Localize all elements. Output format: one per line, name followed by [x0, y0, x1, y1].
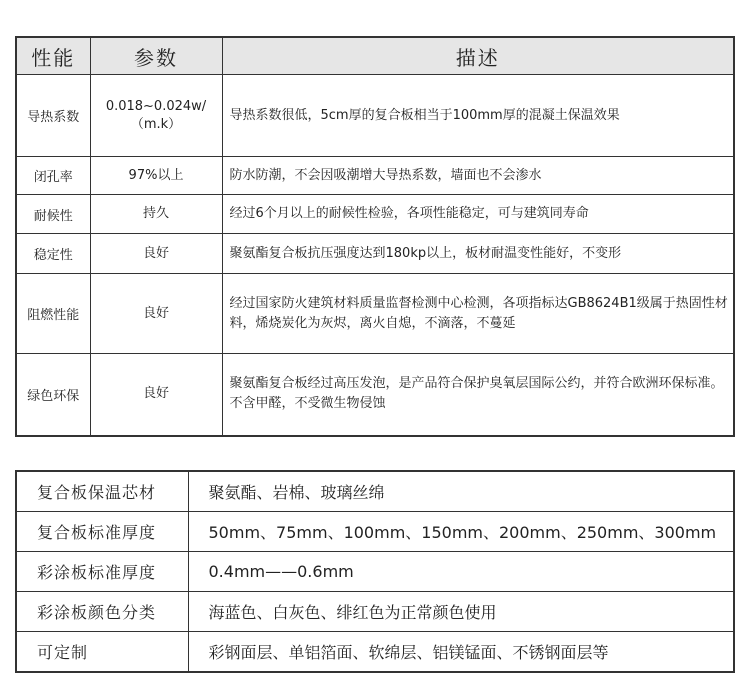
performance-header-row [16, 37, 734, 75]
table-row [16, 592, 734, 632]
table-row [16, 471, 734, 512]
table-row [16, 632, 734, 673]
row-name: 导热系数 [16, 75, 90, 157]
spec-label: 可定制 [16, 632, 188, 673]
row-desc: 经过6个月以上的耐候性检验，各项性能稳定，可与建筑同寿命 [222, 195, 734, 234]
row-name: 绿色环保 [16, 354, 90, 436]
row-desc: 防水防潮，不会因吸潮增大导热系数，墙面也不会渗水 [222, 157, 734, 195]
row-param: 良好 [90, 354, 222, 436]
row-desc: 聚氨酯复合板经过高压发泡，是产品符合保护臭氧层国际公约，并符合欧洲环保标准。不含甲醛，不受微生物侵蚀 [222, 354, 734, 436]
spec-value: 海蓝色、白灰色、绯红色为正常颜色使用 [188, 592, 734, 632]
spec-table [15, 470, 735, 673]
header-desc: 描述 [222, 37, 734, 75]
row-name: 闭孔率 [16, 157, 90, 195]
table-row [16, 75, 734, 157]
row-name: 阻燃性能 [16, 274, 90, 354]
row-name: 稳定性 [16, 234, 90, 274]
table-row [16, 274, 734, 354]
header-param: 参数 [90, 37, 222, 75]
spec-label: 复合板保温芯材 [16, 471, 188, 512]
row-desc: 聚氨酯复合板抗压强度达到180kp以上，板材耐温变性能好，不变形 [222, 234, 734, 274]
spec-label: 彩涂板标准厚度 [16, 552, 188, 592]
performance-table [15, 36, 735, 437]
spec-value: 彩钢面层、单铝箔面、软绵层、铝镁锰面、不锈钢面层等 [188, 632, 734, 673]
table-row [16, 234, 734, 274]
table-row [16, 354, 734, 436]
table-row [16, 195, 734, 234]
row-param: 持久 [90, 195, 222, 234]
row-param: 良好 [90, 234, 222, 274]
spec-value: 聚氨酯、岩棉、玻璃丝绵 [188, 471, 734, 512]
spec-value: 50mm、75mm、100mm、150mm、200mm、250mm、300mm [188, 512, 734, 552]
row-param: 97%以上 [90, 157, 222, 195]
table-row [16, 512, 734, 552]
spec-label: 彩涂板颜色分类 [16, 592, 188, 632]
row-param: 0.018~0.024w/（m.k） [90, 75, 222, 157]
spec-value: 0.4mm——0.6mm [188, 552, 734, 592]
spec-label: 复合板标准厚度 [16, 512, 188, 552]
header-name: 性能 [16, 37, 90, 75]
table-row [16, 157, 734, 195]
row-name: 耐候性 [16, 195, 90, 234]
row-desc: 经过国家防火建筑材料质量监督检测中心检测，各项指标达GB8624B1级属于热固性材料，烯烧炭化为灰烬，离火自熄，不滴落，不蔓延 [222, 274, 734, 354]
row-desc: 导热系数很低，5cm厚的复合板相当于100mm厚的混凝土保温效果 [222, 75, 734, 157]
table-row [16, 552, 734, 592]
row-param: 良好 [90, 274, 222, 354]
